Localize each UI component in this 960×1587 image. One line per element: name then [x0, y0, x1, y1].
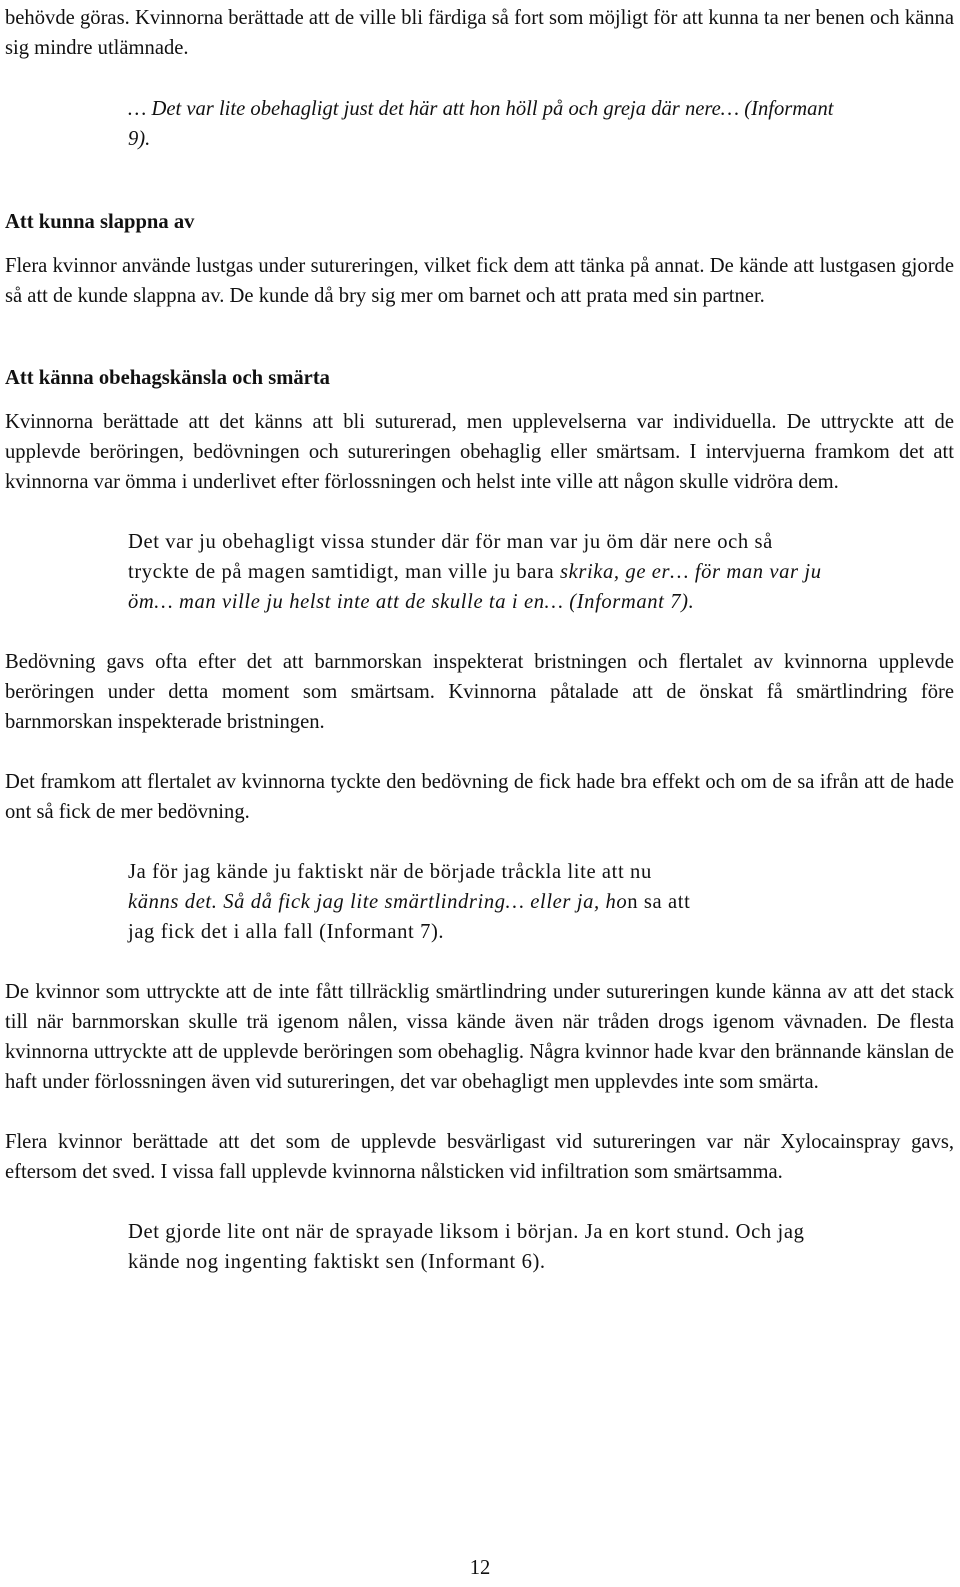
paragraph-xylocain: Flera kvinnor berättade att det som de upplevde besvärligast vid sutureringen var när Xylocainspray gavs, eftersom det sved. I vissa fall upplevde kvinnorna nålsticken vid infiltration som smärtsamma. — [5, 1131, 954, 1183]
quote-7b-line-3: jag fick det i alla fall (Informant 7). — [128, 921, 445, 943]
quote-7a-italic: skrika, ge er… för man var ju öm… man ville ju helst inte att de skulle ta i en… (Informant 7). — [128, 561, 822, 613]
quote-informant-9: … Det var lite obehagligt just det här att hon höll på och greja där nere… (Informant 9). — [128, 98, 834, 150]
paragraph-otillracklig: De kvinnor som uttryckte att de inte fått tillräcklig smärtlindring under sutureringen kunde känna av att det stack till när barnmorskan skulle trä igenom nålen, vissa kände även när tråden drogs igenom vävnaden. De flesta kvinnorna uttryckte att de upplevde beröringen som obehaglig. Några kvinnor hade kvar den brännande känslan de haft under förlossningen även vid sutureringen, det var obehagligt men upplevdes inte som smärta. — [5, 981, 954, 1093]
quote-7b-line-2 — [128, 887, 828, 917]
paragraph-top: behövde göras. Kvinnorna berättade att de ville bli färdiga så fort som möjligt för att kunna ta ner benen och känna sig mindre utlämnade. — [5, 7, 954, 59]
paragraph-bedovning: Bedövning gavs ofta efter det att barnmorskan inspekterat bristningen och flertalet av kvinnorna upplevde beröringen under detta moment som smärtsam. Kvinnorna påtalade att de önskat få smärtlindring före barnmorskan inspekterade bristningen. — [5, 651, 954, 733]
quote-informant-7a — [128, 527, 828, 617]
heading-obehagskansla: Att känna obehagskänsla och smärta — [5, 367, 330, 389]
heading-slappna-av: Att kunna slappna av — [5, 211, 195, 233]
document-page — [5, 0, 954, 1277]
quote-informant-7b — [128, 857, 828, 947]
quote-7b-italic: känns det. Så då fick jag lite smärtlindring… eller ja, ho — [128, 891, 628, 913]
paragraph-lustgas: Flera kvinnor använde lustgas under sutureringen, vilket fick dem att tänka på annat. De kände att lustgasen gjorde så att de kunde slappna av. De kunde då bry sig mer om barnet och att prata med sin partner. — [5, 255, 954, 307]
paragraph-individuella: Kvinnorna berättade att det känns att bli suturerad, men upplevelserna var individuella. De uttryckte att de upplevde beröringen, bedövningen och sutureringen obehaglig eller smärtsam. I intervjuerna framkom det att kvinnorna var ömma i underlivet efter förlossningen och helst inte ville att någon skulle vidröra dem. — [5, 411, 954, 493]
page-number: 12 — [469, 1557, 491, 1579]
quote-7b-line-1: Ja för jag kände ju faktiskt när de började tråckla lite att nu — [128, 861, 652, 883]
quote-7b-normal: n sa att — [627, 891, 691, 913]
quote-informant-6: Det gjorde lite ont när de sprayade liksom i början. Ja en kort stund. Och jag kände nog ingenting faktiskt sen (Informant 6). — [128, 1221, 805, 1273]
quote-7a-normal: Det var ju obehagligt vissa stunder där för man var ju öm där nere och så tryckte de på magen samtidigt, man ville ju bara — [128, 531, 773, 583]
paragraph-effekt: Det framkom att flertalet av kvinnorna tyckte den bedövning de fick hade bra effekt och om de sa ifrån att de hade ont så fick de mer bedövning. — [5, 771, 954, 823]
